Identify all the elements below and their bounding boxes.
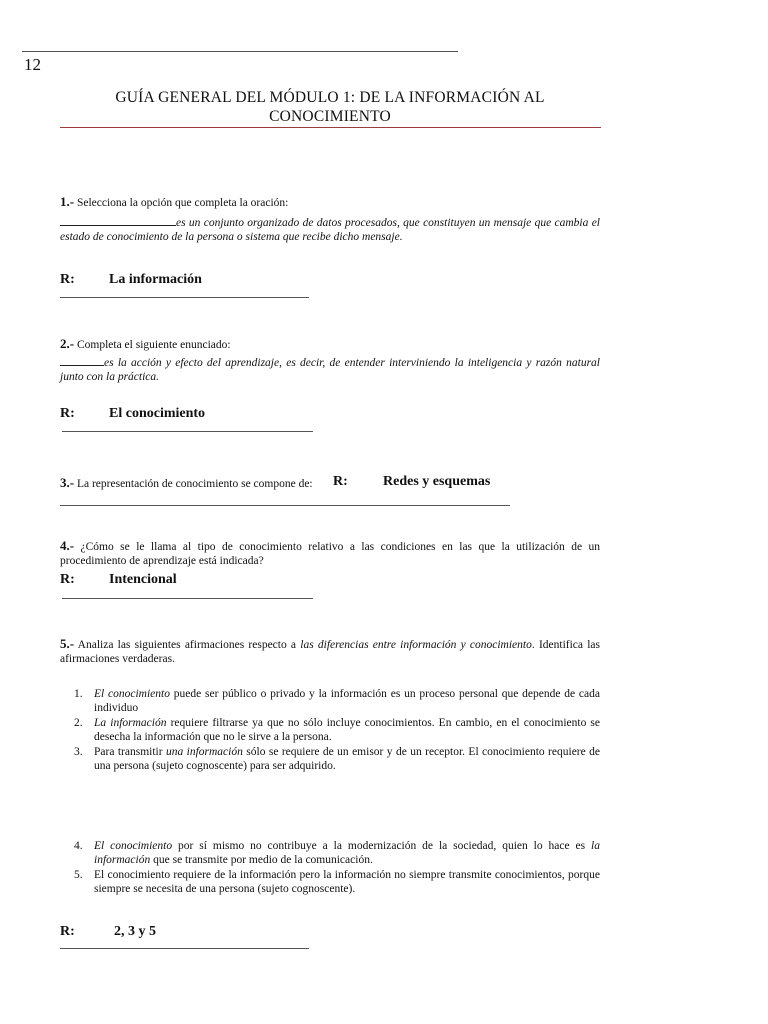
title-line-1: GUÍA GENERAL DEL MÓDULO 1: DE LA INFORMACIÓN AL [115,89,545,106]
answer-2-line [62,431,313,432]
statement-4-mid: por sí mismo no contribuye a la modernización de la sociedad, quien lo hace es [172,840,592,852]
question-3-number: 3.- [60,475,75,490]
statement-2-text: requiere filtrarse ya que no sólo incluye conocimientos. En cambio, en el conocimiento se desecha la información que no le sirve a la persona. [94,717,600,743]
question-1-blank [60,214,176,226]
statement-5-text: El conocimiento requiere de la información pero la información no siempre transmite conocimientos, porque siempre se necesita de una persona (sujeto cognoscente). [94,869,600,895]
statement-3-number: 3. [74,746,83,758]
answer-4: Intencional [109,572,177,587]
question-4 [60,539,600,568]
statement-2-em: La información [94,717,167,729]
answer-1: La información [109,272,202,287]
page-number: 12 [24,55,41,74]
top-rule [22,51,458,52]
title-line-2: CONOCIMIENTO [269,108,391,125]
question-4-number: 4.- [60,538,75,553]
statement-4 [74,839,600,867]
statement-3-pre: Para transmitir [94,746,166,758]
question-1-statement-text: es un conjunto organizado de datos procesados, que constituyen un mensaje que cambia el estado de conocimiento de la persona o sistema que recibe dicho mensaje. [60,217,600,243]
question-5-prompt-em: las diferencias entre información y conocimiento [300,639,532,651]
question-5 [60,637,600,666]
answer-1-label: R: [60,272,75,287]
answer-4-line [62,598,313,599]
statement-3-text: sólo se requiere de un emisor y de un receptor. El conocimiento requiere de una persona (sujeto cognoscente) para ser adquirido. [94,746,600,772]
question-1-prompt-text: Selecciona la opción que completa la oración: [76,197,289,209]
question-3 [60,476,360,491]
answer-2: El conocimiento [109,406,206,421]
statement-4-number: 4. [74,840,83,852]
question-1-statement [60,214,600,244]
question-3-prompt: La representación de conocimiento se compone de: [76,478,313,490]
statement-4-em2: la información [94,840,600,866]
question-2-statement [60,354,600,384]
answer-3-label: R: [333,474,348,489]
statement-4-text: que se transmite por medio de la comunicación. [150,854,373,866]
question-2 [60,337,600,384]
question-2-prompt [60,337,600,352]
statement-1-number: 1. [74,688,83,700]
statement-1-text: puede ser público o privado y la información es un proceso personal que depende de cada individuo [94,688,600,714]
answer-2-label: R: [60,406,75,421]
question-2-number: 2.- [60,336,75,351]
question-1-prompt [60,195,600,210]
question-5-prompt-a: Analiza las siguientes afirmaciones respecto a [77,639,301,651]
question-2-blank [60,354,104,366]
answer-3-line [60,505,510,506]
answer-5-label: R: [60,924,75,939]
statements-list-a [74,687,600,774]
answer-5-line [60,948,309,949]
page-title [60,88,600,126]
question-5-prompt-b: . Identifica las afirmaciones verdaderas. [60,639,600,665]
title-underline [60,127,601,128]
statement-2-number: 2. [74,717,83,729]
answer-5: 2, 3 y 5 [114,924,156,939]
question-4-prompt: ¿Cómo se le llama al tipo de conocimiento relativo a las condiciones en las que la utilización de un procedimiento de aprendizaje está indicada? [60,541,600,567]
question-2-prompt-text: Completa el siguiente enunciado: [76,339,231,351]
answer-1-line [60,297,309,298]
statement-2 [74,716,600,744]
statements-list-b [74,839,600,897]
question-1-number: 1.- [60,194,75,209]
statement-1 [74,687,600,715]
question-1 [60,195,600,244]
question-2-statement-text: es la acción y efecto del aprendizaje, es decir, de entender interviniendo la inteligencia y razón natural junto con la práctica. [60,357,600,383]
question-5-number: 5.- [60,636,75,651]
statement-3 [74,745,600,773]
answer-3: Redes y esquemas [383,474,491,489]
statement-5-number: 5. [74,869,83,881]
statement-5 [74,868,600,896]
answer-4-label: R: [60,572,75,587]
statement-4-em: El conocimiento [94,840,173,852]
statement-1-em: El conocimiento [94,688,170,700]
statement-3-em: una información [165,746,243,758]
